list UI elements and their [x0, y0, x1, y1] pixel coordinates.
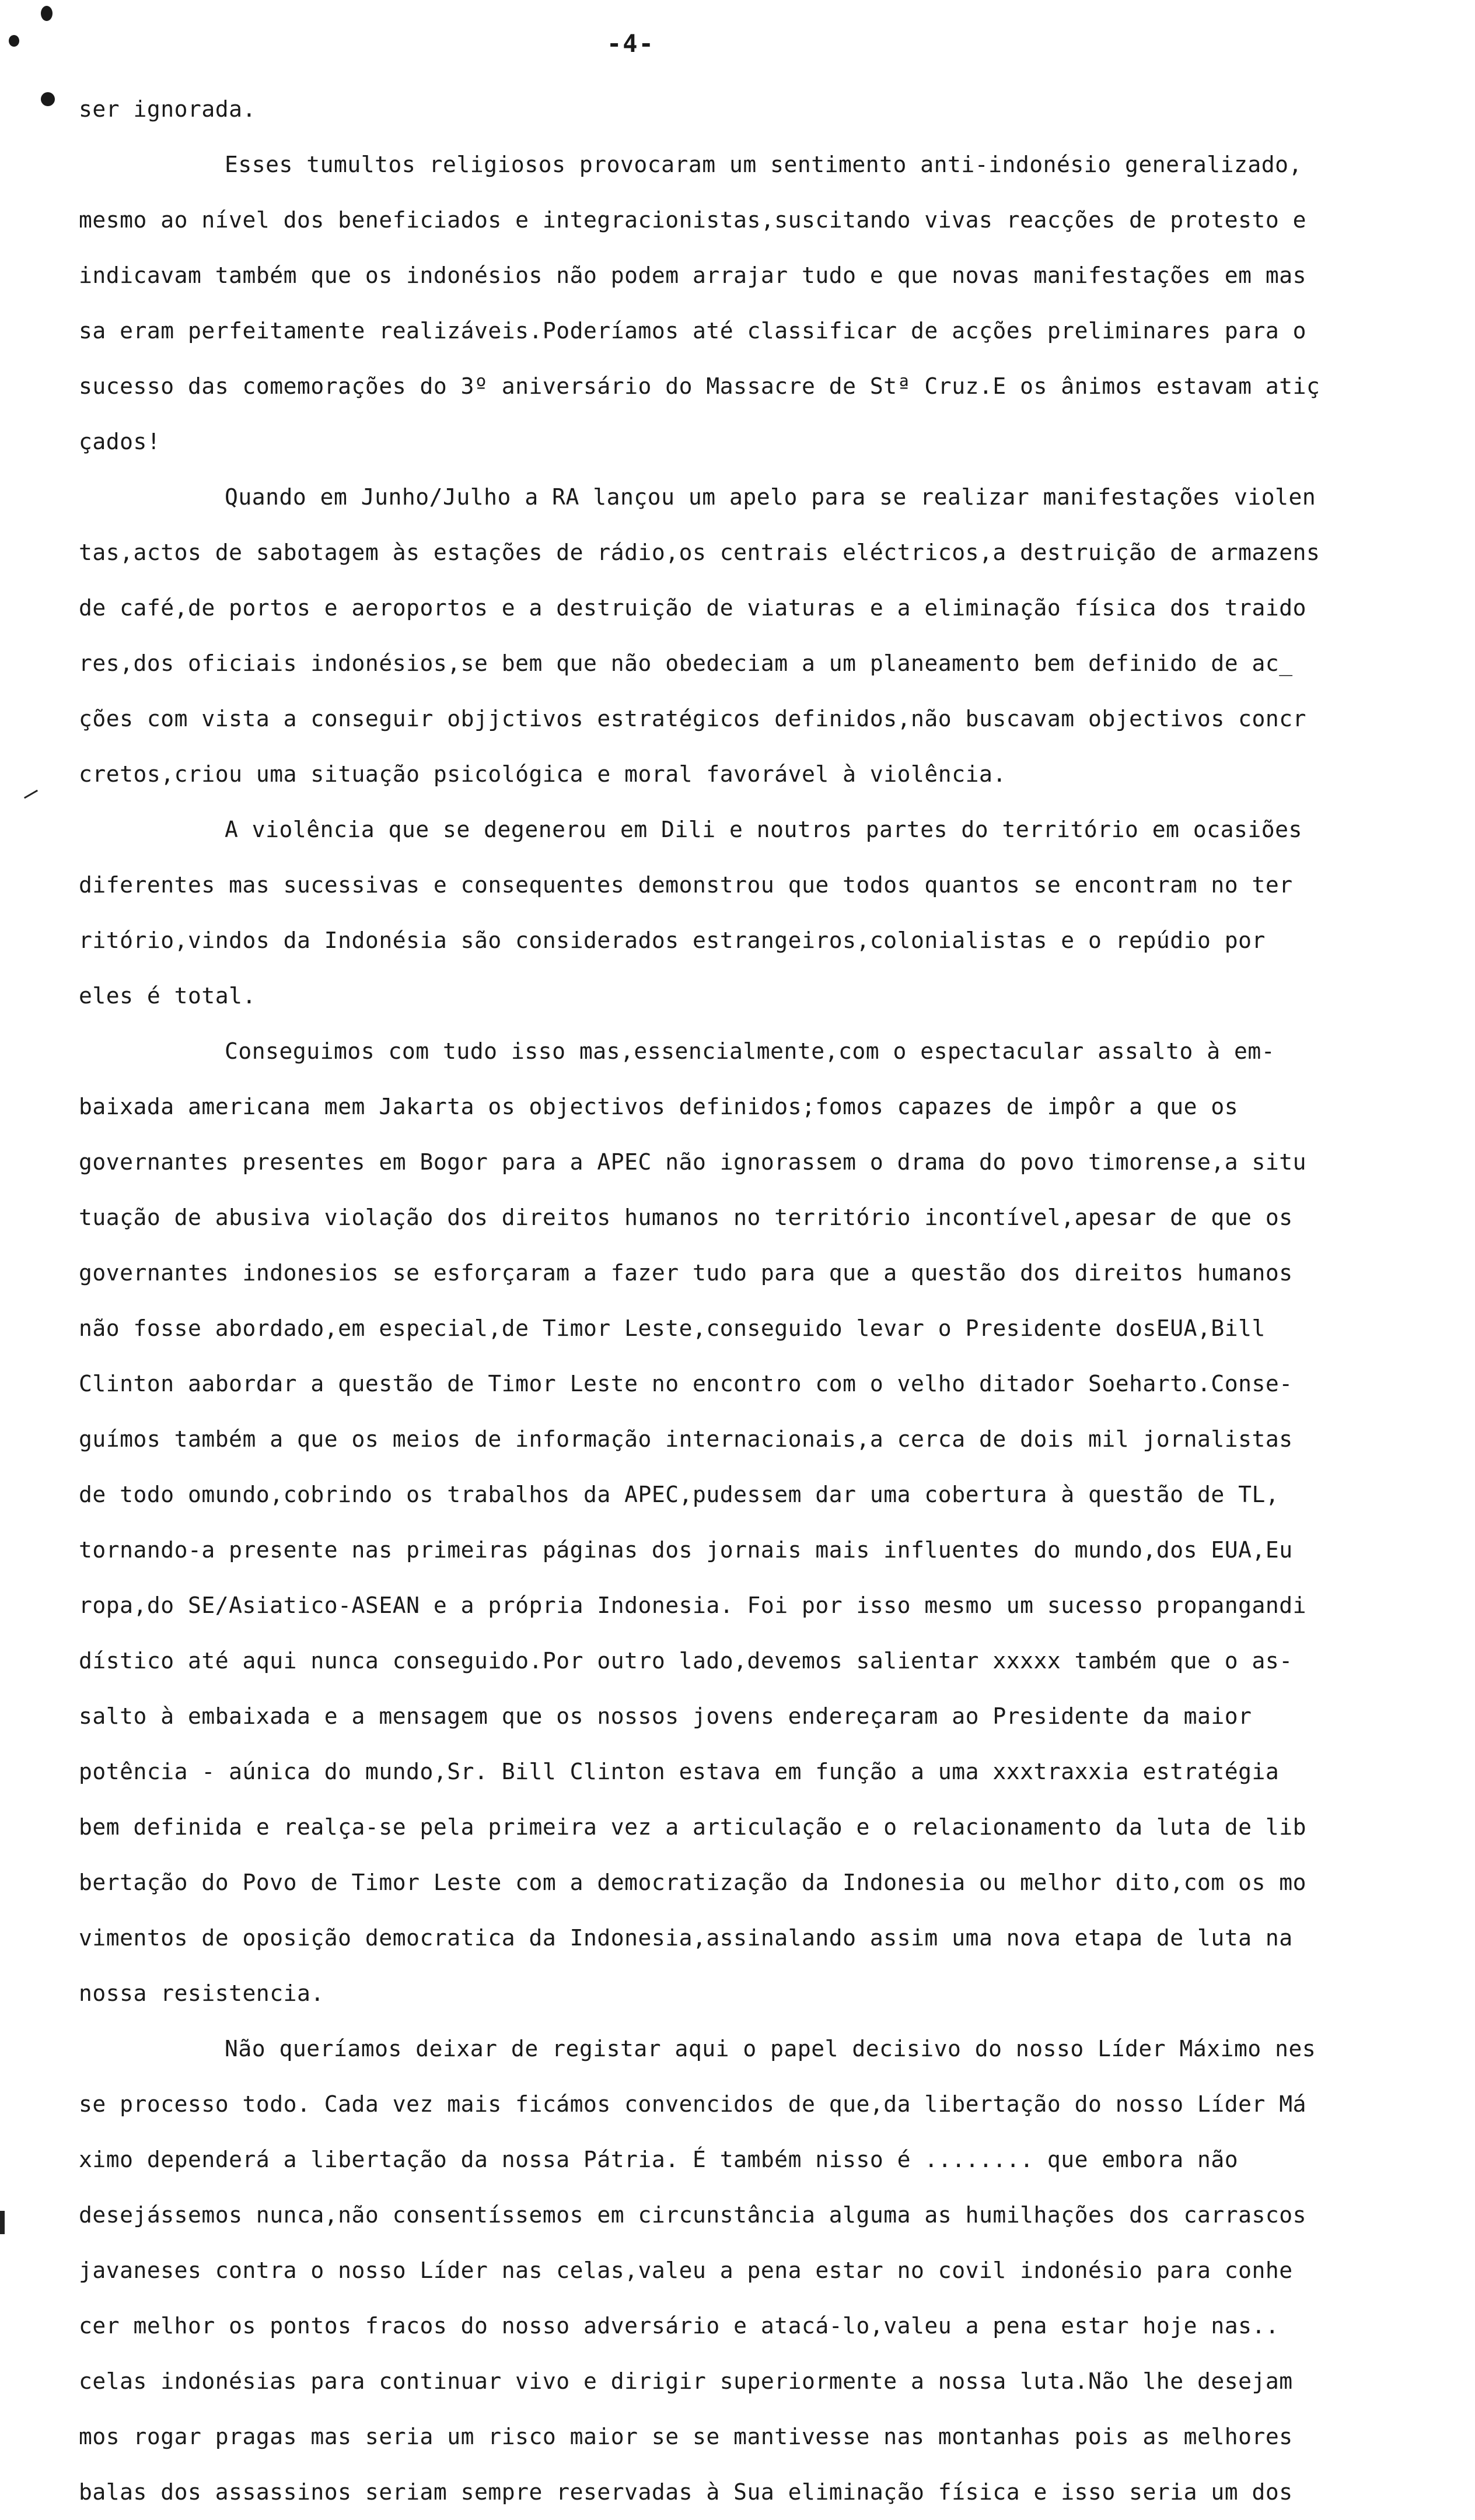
text-line: Esses tumultos religiosos provocaram um sentimento anti-indonésio generalizado,: [225, 152, 1302, 177]
text-line: desejássemos nunca,não consentíssemos em circunstância alguma as humilhações dos carrascos: [79, 2202, 1307, 2228]
text-line: sa eram perfeitamente realizáveis.Poderíamos até classificar de acções preliminares para o: [79, 318, 1307, 344]
bottom-edge-mark: [0, 2211, 5, 2234]
text-line: Clinton aabordar a questão de Timor Leste no encontro com o velho ditador Soeharto.Conse-: [79, 1371, 1293, 1396]
text-line: cer melhor os pontos fracos do nosso adversário e atacá-lo,valeu a pena estar hoje nas..: [79, 2313, 1280, 2339]
text-line: balas dos assassinos seriam sempre reservadas à Sua eliminação física e isso seria um dos: [79, 2479, 1293, 2505]
text-line: tas,actos de sabotagem às estações de rádio,os centrais eléctricos,a destruição de armazens: [79, 540, 1320, 565]
body-text: [79, 82, 1403, 2520]
text-line: tuação de abusiva violação dos direitos humanos no território incontível,apesar de que os: [79, 1205, 1293, 1230]
text-line: ser ignorada.: [79, 96, 256, 122]
text-line: de café,de portos e aeroportos e a destruição de viaturas e a eliminação física dos traido: [79, 595, 1307, 621]
text-line: eles é total.: [79, 983, 256, 1009]
ink-smudge-top-left: [41, 6, 53, 21]
text-line: guímos também a que os meios de informação internacionais,a cerca de dois mil jornalistas: [79, 1426, 1293, 1452]
text-line: diferentes mas sucessivas e consequentes demonstrou que todos quantos se encontram no ter: [79, 872, 1293, 898]
text-line: salto à embaixada e a mensagem que os nossos jovens endereçaram ao Presidente da maior: [79, 1703, 1252, 1729]
text-line: governantes indonesios se esforçaram a fazer tudo para que a questão dos direitos humanos: [79, 1260, 1293, 1286]
text-line: ritório,vindos da Indonésia são considerados estrangeiros,colonialistas e o repúdio por: [79, 928, 1266, 953]
text-line: tornando-a presente nas primeiras páginas dos jornais mais influentes do mundo,dos EUA,Eu: [79, 1537, 1293, 1563]
text-line: A violência que se degenerou em Dili e noutros partes do território em ocasiões: [225, 817, 1302, 842]
text-line: se processo todo. Cada vez mais ficámos convencidos de que,da libertação do nosso Líder Má: [79, 2091, 1307, 2117]
ink-smudge-left-margin: [9, 35, 19, 47]
text-line: dístico até aqui nunca conseguido.Por outro lado,devemos salientar xxxxx também que o as-: [79, 1648, 1293, 1674]
text-line: çados!: [79, 429, 161, 454]
text-line: ções com vista a conseguir objjctivos estratégicos definidos,não buscavam objectivos concr: [79, 706, 1307, 732]
text-line: indicavam também que os indonésios não podem arrajar tudo e que novas manifestações em mas: [79, 262, 1307, 288]
text-line: Não queríamos deixar de registar aqui o papel decisivo do nosso Líder Máximo nes: [225, 2036, 1316, 2062]
text-line: vimentos de oposição democratica da Indonesia,assinalando assim uma nova etapa de luta na: [79, 1925, 1293, 1951]
text-line: celas indonésias para continuar vivo e dirigir superiormente a nossa luta.Não lhe desejam: [79, 2368, 1293, 2394]
text-line: Conseguimos com tudo isso mas,essencialmente,com o espectacular assalto à em-: [225, 1038, 1275, 1064]
ink-smudge-bullet: [41, 92, 55, 106]
text-line: mesmo ao nível dos beneficiados e integracionistas,suscitando vivas reacções de protesto e: [79, 207, 1307, 233]
text-line: sucesso das comemorações do 3º aniversário do Massacre de Stª Cruz.E os ânimos estavam atiç: [79, 373, 1320, 399]
page-number: -4-: [607, 29, 655, 58]
text-line: baixada americana mem Jakarta os objectivos definidos;fomos capazes de impôr a que os: [79, 1094, 1239, 1119]
margin-tick-mark: [24, 790, 38, 799]
text-line: res,dos oficiais indonésios,se bem que não obedeciam a um planeamento bem definido de ac_: [79, 650, 1293, 676]
text-line: potência - aúnica do mundo,Sr. Bill Clinton estava em função a uma xxxtraxxia estratégia: [79, 1759, 1280, 1784]
text-line: mos rogar pragas mas seria um risco maior se se mantivesse nas montanhas pois as melhores: [79, 2424, 1293, 2449]
text-line: javaneses contra o nosso Líder nas celas,valeu a pena estar no covil indonésio para conhe: [79, 2258, 1293, 2283]
text-line: nossa resistencia.: [79, 1980, 324, 2006]
text-line: bem definida e realça-se pela primeira vez a articulação e o relacionamento da luta de lib: [79, 1814, 1307, 1840]
text-line: bertação do Povo de Timor Leste com a democratização da Indonesia ou melhor dito,com os mo: [79, 1870, 1307, 1895]
text-line: ximo dependerá a libertação da nossa Pátria. É também nisso é ........ que embora não: [79, 2147, 1239, 2172]
text-line: não fosse abordado,em especial,de Timor Leste,conseguido levar o Presidente dosEUA,Bill: [79, 1315, 1266, 1341]
text-line: cretos,criou uma situação psicológica e moral favorável à violência.: [79, 761, 1006, 787]
text-line: ropa,do SE/Asiatico-ASEAN e a própria Indonesia. Foi por isso mesmo um sucesso propangandi: [79, 1592, 1307, 1618]
text-line: Quando em Junho/Julho a RA lançou um apelo para se realizar manifestações violen: [225, 484, 1316, 510]
text-line: de todo omundo,cobrindo os trabalhos da APEC,pudessem dar uma cobertura à questão de TL,: [79, 1482, 1280, 1507]
text-line: governantes presentes em Bogor para a APEC não ignorassem o drama do povo timorense,a situ: [79, 1149, 1307, 1175]
